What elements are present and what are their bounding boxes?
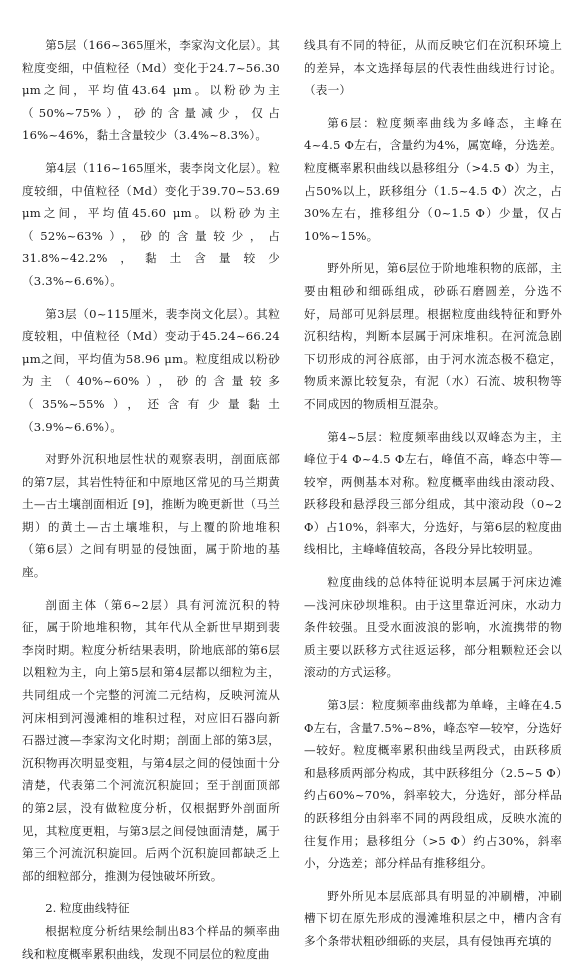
two-column-body [22,34,562,975]
left-column [22,34,280,975]
paragraph-layer-6-field: 野外所见，第6层位于阶地堆积物的底部，主要由粗砂和细砾组成，砂砾石磨圆差，分选不好，局部可见斜层理。根据粒度曲线特征和野外沉积结构，判断本层属于河床堆积。在河流急剧下切形成的河谷底部，由于河水流态极不稳定，物质来源比较复杂，有泥（水）石流、坡积物等不同成因的物质相互混杂。 [304,261,562,411]
paragraph-layer-5: 第5层（166~365厘米，李家沟文化层）。其粒度变细，中值粒径（Md）变化于24.7~56.30 μm之间，平均值43.64 μm。以粉砂为主（50%~75%），砂的含量减少，仅占16%~46%，黏土含量较少（3.4%~8.3%）。 [22,38,280,143]
right-column [304,34,562,975]
paragraph-layer-6-curve: 第6层：粒度频率曲线为多峰态，主峰在4~4.5 Φ左右，含量约为4%，属宽峰，分选差。粒度概率累积曲线以悬移组分（>4.5 Φ）为主，占50%以上，跃移组分（1.5~4.5 Φ）次之，占30%左右，推移组分（0~1.5 Φ）少量，仅占10%~15%。 [304,115,562,243]
paragraph-layer-4-5-interpretation: 粒度曲线的总体特征说明本层属于河床边滩—浅河床砂坝堆积。由于这里靠近河床，水动力条件较强。且受水面波浪的影响，水流携带的物质主要以跃移方式往返运移，部分粗颗粒还会以滚动的方式运移。 [304,575,562,680]
paragraph-layer-3-curve: 第3层：粒度频率曲线都为单峰，主峰在4.5 Φ左右，含量7.5%~8%，峰态窄—较窄，分选好—较好。粒度概率累积曲线呈两段式，由跃移质和悬移质两部分构成，其中跃移组分（2.5~5 Φ）约占60%~70%，斜率较大，分选好，部分样品的跃移组分由斜率不同的两段组成，反映水流的往复作用；悬移组分（>5 Φ）约占30%，斜率小，分选差；部分样品有推移组分。 [304,698,562,871]
paragraph-layer-4: 第4层（116~165厘米，裴李岗文化层）。粒度较细，中值粒径（Md）变化于39.70~53.69 μm之间，平均值45.60 μm。以粉砂为主（52%~63%），砂的含量较少，占31.8%~42.2%，黏土含量较少（3.3%~6.6%）。 [22,160,280,288]
paragraph-layer-3-field: 野外所见本层底部具有明显的冲刷槽，冲刷槽下切在原先形成的漫滩堆积层之中，槽内含有多个条带状粗砂细砾的夹层，具有侵蚀再充填的 [304,888,562,948]
paragraph-grain-curve-intro: 根据粒度分析结果绘制出83个样品的频率曲线和粒度概率累积曲线，发现不同层位的粒度曲 [22,923,280,961]
section-heading: 2. 粒度曲线特征 [45,901,130,916]
paragraph-layer-3: 第3层（0~115厘米，裴李岗文化层）。其粒度较粗，中值粒径（Md）变动于45.24~66.24 μm之间，平均值为58.96 μm。粒度组成以粉砂为主（40%~60%），砂的含量较多（35%~55%），还含有少量黏土（3.9%~6.6%）。 [22,306,280,434]
paragraph-continuation: 线具有不同的特征，从而反映它们在沉积环境上的差异，本文选择每层的代表性曲线进行讨论。（表一） [304,38,562,98]
paragraph-field-observation: 对野外沉积地层性状的观察表明，剖面底部的第7层，其岩性特征和中原地区常见的马兰期黄土—古土壤剖面相近 [9]，推断为晚更新世（马兰期）的黄土—古土壤堆积，与上覆的阶地堆积（第6层）之间有明显的侵蚀面，属于阶地的基座。 [22,452,280,580]
paragraph-profile-body: 剖面主体（第6~2层）具有河流沉积的特征，属于阶地堆积物，其年代从全新世早期到裴李岗时期。粒度分析结果表明，阶地底部的第6层以粗粒为主，向上第5层和第4层都以细粒为主，共同组成一个完整的河流二元结构，反映河流从河床相到河漫滩相的堆积过程，对应旧石器向新石器过渡—李家沟文化时期；剖面上部的第3层，沉积物再次明显变粗，与第4层之间的侵蚀面十分清楚，代表第二个河流沉积旋回；至于剖面顶部的第2层，没有做粒度分析，仅根据野外剖面所见，其粒度更粗，与第3层之间侵蚀面清楚，属于第三个河流沉积旋回。后两个沉积旋回都缺乏上部的细粒部分，推测为侵蚀破坏所致。 [22,597,280,883]
paragraph-layer-4-5-curve: 第4~5层：粒度频率曲线以双峰态为主，主峰位于4 Φ~4.5 Φ左右，峰值不高，峰态中等—较窄，两侧基本对称。粒度概率曲线由滚动段、跃移段和悬浮段三部分组成，其中滚动段（0~2 Φ）占10%，斜率大，分选好，与第6层的粒度曲线相比，主峰峰值较高，各段分异比较明显。 [304,429,562,557]
